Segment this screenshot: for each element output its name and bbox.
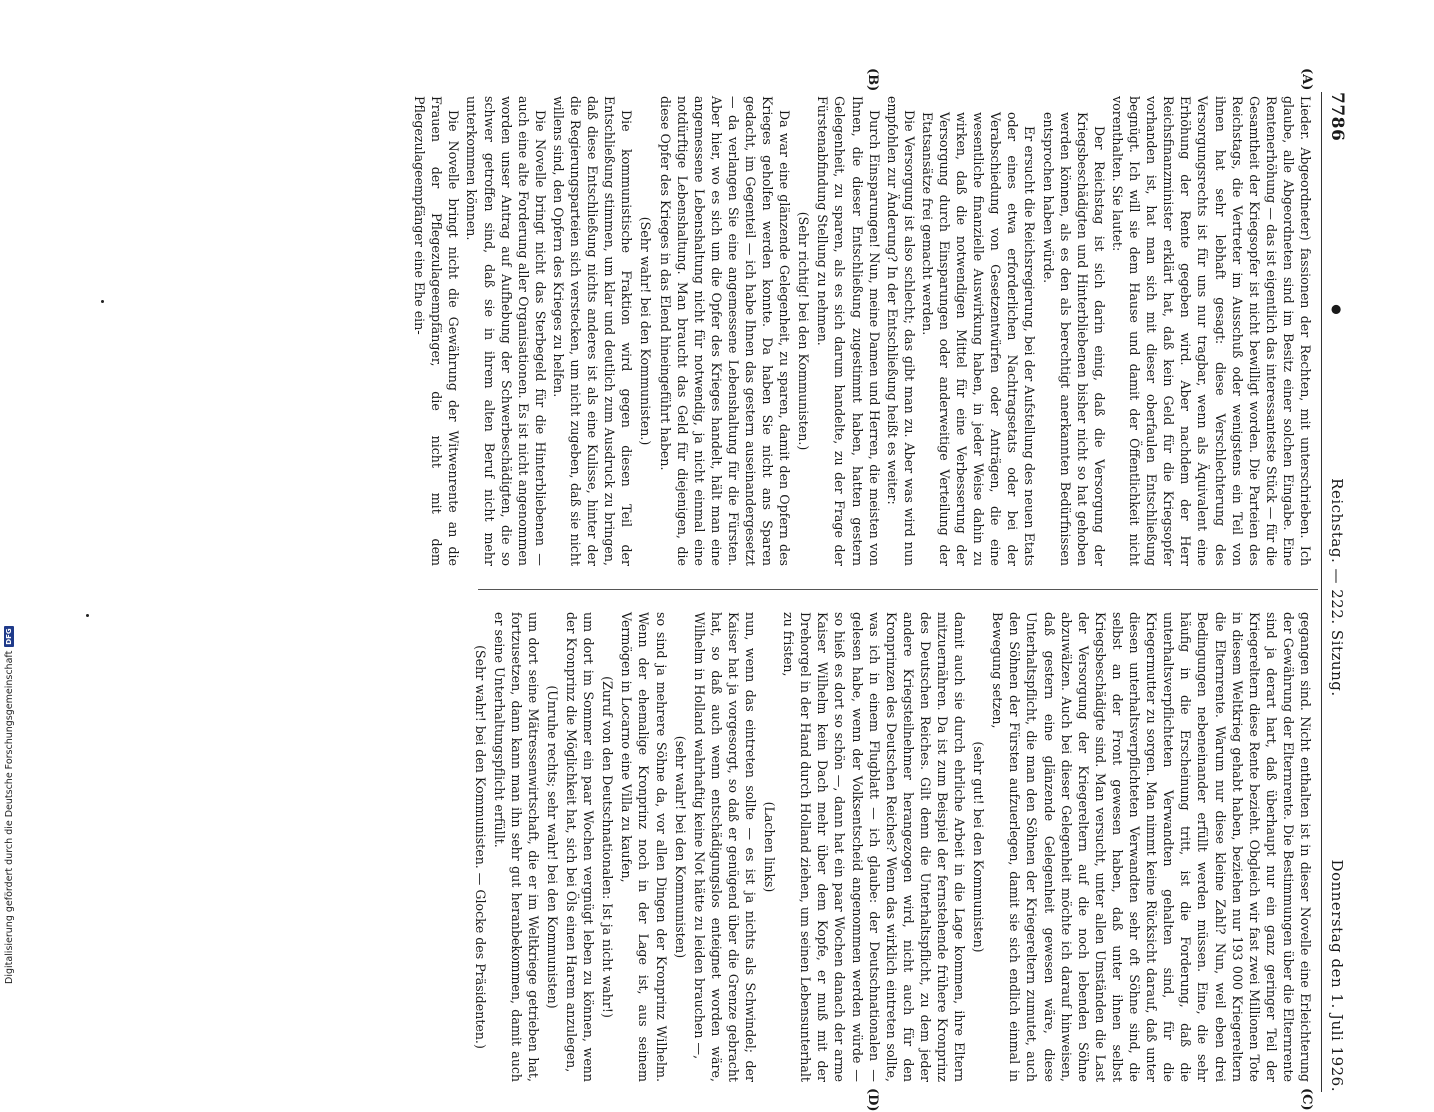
header-bullet: ●	[1330, 304, 1344, 316]
page-date: Donnerstag den 1. Juli 1926.	[1328, 859, 1346, 1092]
scan-speck	[101, 300, 104, 303]
digitization-credit	[2, 604, 16, 984]
column-divider	[478, 589, 1318, 590]
paragraph: Die Novelle bringt nicht das Sterbegeld für die Hinterbliebenen — auch eine alte Forderung aller Organisationen. Es ist nicht angenommen worden unser Antrag auf Aufhebung der Schwerbeschädigten, die so schwer getroffen sind, daß sie in ihrem alten Beruf nicht mehr unterkommen können.	[464, 96, 548, 566]
document-page	[88, 68, 1350, 1112]
scan-speck	[86, 614, 89, 617]
header-rule	[1321, 92, 1322, 1092]
page-title: Reichstag. — 222. Sitzung.	[1328, 478, 1346, 697]
quoted-paragraph: Der Reichstag ist sich darin einig, daß die Versorgung der Kriegsbeschädigten und Hinterbliebenen bisher nicht so hat gehoben werden können, als es den als berechtigt anerkannten Bedürfnissen entsprochen haben würde.	[1040, 112, 1107, 566]
interjection: (Sehr wahr! bei den Kommunisten.)	[638, 216, 654, 446]
paragraph: um dort seine Mätressenwirtschaft, die er im Weltkriege getrieben hat, fortzusetzen, dann kann man ihn sehr gut heranbekommen, damit auch er seine Unterhaltungspflicht erfüllt.	[491, 612, 541, 1082]
paragraph: Die Novelle bringt nicht die Gewährung der Witwenrente an die Frauen der Pflegezulageempfänger, die nicht mit dem Pflegezulageempfänger eine Ehe ein-	[412, 96, 462, 566]
interjection: (Unruhe rechts; sehr wahr! bei den Kommunisten)	[544, 685, 560, 1009]
dfg-logo: DFG	[5, 628, 13, 645]
interjection: (Sehr wahr! bei den Kommunisten. — Glocke des Präsidenten.)	[472, 645, 488, 1049]
interjection: (Zuruf von den Deutschnationalen: Ist ja nicht wahr!)	[600, 676, 616, 1018]
interjection: (sehr wahr! bei den Kommunisten)	[672, 735, 688, 959]
paragraph: so sind ja mehrere Söhne da, vor allen Dingen der Kronprinz Wilhelm. Wenn der ehemalige Kronprinz noch in der Lage ist, aus seinem Vermögen in Locarno eine Villa zu kaufen,	[619, 612, 669, 1082]
interjection: (Sehr richtig! bei den Kommunisten.)	[796, 211, 812, 451]
paragraph: gegangen sind. Nicht enthalten ist in dieser Novelle eine Erleichterung der Gewährung der Elternrente. Die Bestimmungen über die Elternrente sind ja derart hart, daß überhaupt nur ein ganz geringer Teil der Kriegereltern diese Rente bezieht. Obgleich wir fast zwei Millionen Tote in diesem Weltkrieg gehabt haben, beziehen nur 193 000 Kriegereltern die Elternrente. Warum nur diese kleine Zahl? Nun, weil eben drei Bedingungen nebeneinander erfüllt werden müssen. Eine, die sehr häufig in die Erscheinung tritt, ist die Forderung, daß die unterhaltsverpflichteten Verwandten gehalten sind, für die Kriegermutter zu sorgen. Man nimmt keine Rücksicht darauf, daß unter diesen unterhaltsverpflichteten Verwandten sehr oft Söhne sind, die selbst an der Front gewesen haben, daß unter ihnen selbst Kriegsbeschädigte sind. Man versucht, unter allen Umständen die Last der Versorgung der Kriegereltern auf die noch lebenden Söhne abzuwälzen. Auch bei dieser Gelegenheit möchte ich darauf hinweisen, daß gestern eine glänzende Gelegenheit gewesen wäre, diese Unterhaltspflicht, die man den Söhnen der Kriegereltern zumutet, auch den Söhnen der Fürsten aufzuerlegen, damit sie sich endlich einmal in Bewegung setzen,	[990, 612, 1313, 1082]
interjection: (sehr gut! bei den Kommunisten)	[971, 741, 987, 953]
paragraph: Die Versorgung ist also schlecht; das gibt man zu. Aber was wird nun empfohlen zur Änderung? In der Entschließung heißt es weiter:	[884, 96, 917, 566]
margin-marker-c: (C)	[1299, 1088, 1314, 1111]
paragraph: Lieder. Abgeordneter) fassionen der Rechten, mit unterschrieben. Ich glaube, alle Abgeordneten sind im Besitz einer solchen Eingabe. Eine Rentenerhöhung — das ist eigentlich das interessanteste Stück — für die Gesamtheit der Kriegsopfer ist nicht bewilligt worden. Die Parteien des Reichstags, die Vertreter im Ausschuß oder wenigstens ein Teil von ihnen hat sehr lebhaft gesagt: diese Verschlechterung des Versorgungsrechts ist für uns nur tragbar, wenn als Äquivalent eine Erhöhung der Rente gegeben wird. Aber nachdem der Herr Reichsfinanzminister erklärt hat, daß kein Geld für die Kriegsopfer vorhanden ist, hat man sich mit dieser oberfaulen Entschließung begnügt. Ich will sie dem Hause und damit der Öffentlichkeit nicht vorenthalten. Sie lautet:	[1109, 96, 1313, 566]
quoted-paragraph: Er ersucht die Reichsregierung, bei der Aufstellung des neuen Etats oder eines etwa erforderlichen Nachtragsetats oder bei der Verabschiedung von Gesetzentwürfen oder Anträgen, die eine wesentliche finanzielle Auswirkung haben, in jeder Weise dahin zu wirken, daß die notwendigen Mittel für eine Verbesserung der Versorgung durch Einsparungen oder anderweitige Verteilung der Etatsansätze frei gemacht werden.	[919, 112, 1038, 566]
margin-marker-a: (A)	[1299, 68, 1314, 91]
paragraph: Die kommunistische Fraktion wird gegen diesen Teil der Entschließung stimmen, um klar und deutlich zum Ausdruck zu bringen, daß diese Entschließung nichts anderes ist als eine Kulisse, hinter der die Regierungsparteien sich verstecken, um nicht zugeben, daß sie nicht willens sind, den Opfern des Krieges zu helfen.	[550, 96, 635, 566]
paragraph: nun, wenn das eintreten sollte — es ist ja nichts als Schwindel; der Kaiser hat ja vorgesorgt, so daß er genügend über die Grenze gebracht hat, so daß auch wenn entschädigungslos enteignet worden wäre, Wilhelm in Holland wahrhaftig keine Not hätte zu leiden brauchen —,	[691, 612, 758, 1082]
paragraph: damit auch sie durch ehrliche Arbeit in die Lage kommen, ihre Eltern mitzuernähren. Da ist zum Beispiel der fernstehende frühere Kronprinz des Deutschen Reiches. Gilt denn die Unterhaltspflicht, zu dem jeder andere Kriegsteilnehmer herangezogen wird, nicht auch für den Kronprinzen des Deutschen Reiches? Wenn das wirklich eintreten sollte, was ich in einem Flugblatt — ich glaube: der Deutschnationalen — gelesen habe, wenn der Volksentscheid angenommen werden würde — so hieß es dort so schön —, dann hat ein paar Wochen danach der arme Kaiser Wilhelm kein Dach mehr über dem Kopfe, er muß mit der Drehorgel in der Hand durch Holland ziehen, um seinen Lebensunterhalt zu fristen,	[781, 612, 968, 1082]
credit-text: Digitalisierung gefördert durch die Deutsche Forschungsgemeinschaft	[3, 650, 15, 984]
page-number: 7786	[1327, 92, 1347, 142]
paragraph: Da war eine glänzende Gelegenheit, zu sparen, damit den Opfern des Krieges geholfen werden konnte. Da haben Sie nicht ans Sparen gedacht, im Gegenteil — ich habe Ihnen das gestern auseinandergesetzt — da verlangen Sie eine angemessene Lebenshaltung für die Fürsten. Aber hier, wo es sich um die Opfer des Krieges handelt, hält man eine angemessene Lebenshaltung nicht für notwendig, ja nicht einmal eine notdürftige Lebenshaltung. Man braucht das Geld für diejenigen, die diese Opfer des Krieges in das Elend hineingeführt haben.	[657, 96, 793, 566]
interjection: (Lachen links)	[762, 801, 778, 893]
left-column	[410, 96, 1314, 566]
paragraph: um dort im Sommer ein paar Wochen vergnügt leben zu können, wenn der Kronprinz die Möglichkeit hat, sich bei Öls einen Harem anzulegen,	[564, 612, 597, 1082]
page-header	[1324, 92, 1350, 1092]
margin-marker-b: (B)	[865, 68, 880, 92]
margin-marker-d: (D)	[865, 1088, 880, 1112]
right-column	[470, 612, 1315, 1082]
paragraph: Durch Einsparungen! Nun, meine Damen und Herren, die meisten von Ihnen, die dieser Entschließung zugestimmt haben, hatten gestern Gelegenheit, zu sparen, als es sich darum handelte, zu der Frage der Fürstenabfindung Stellung zu nehmen.	[815, 96, 882, 566]
